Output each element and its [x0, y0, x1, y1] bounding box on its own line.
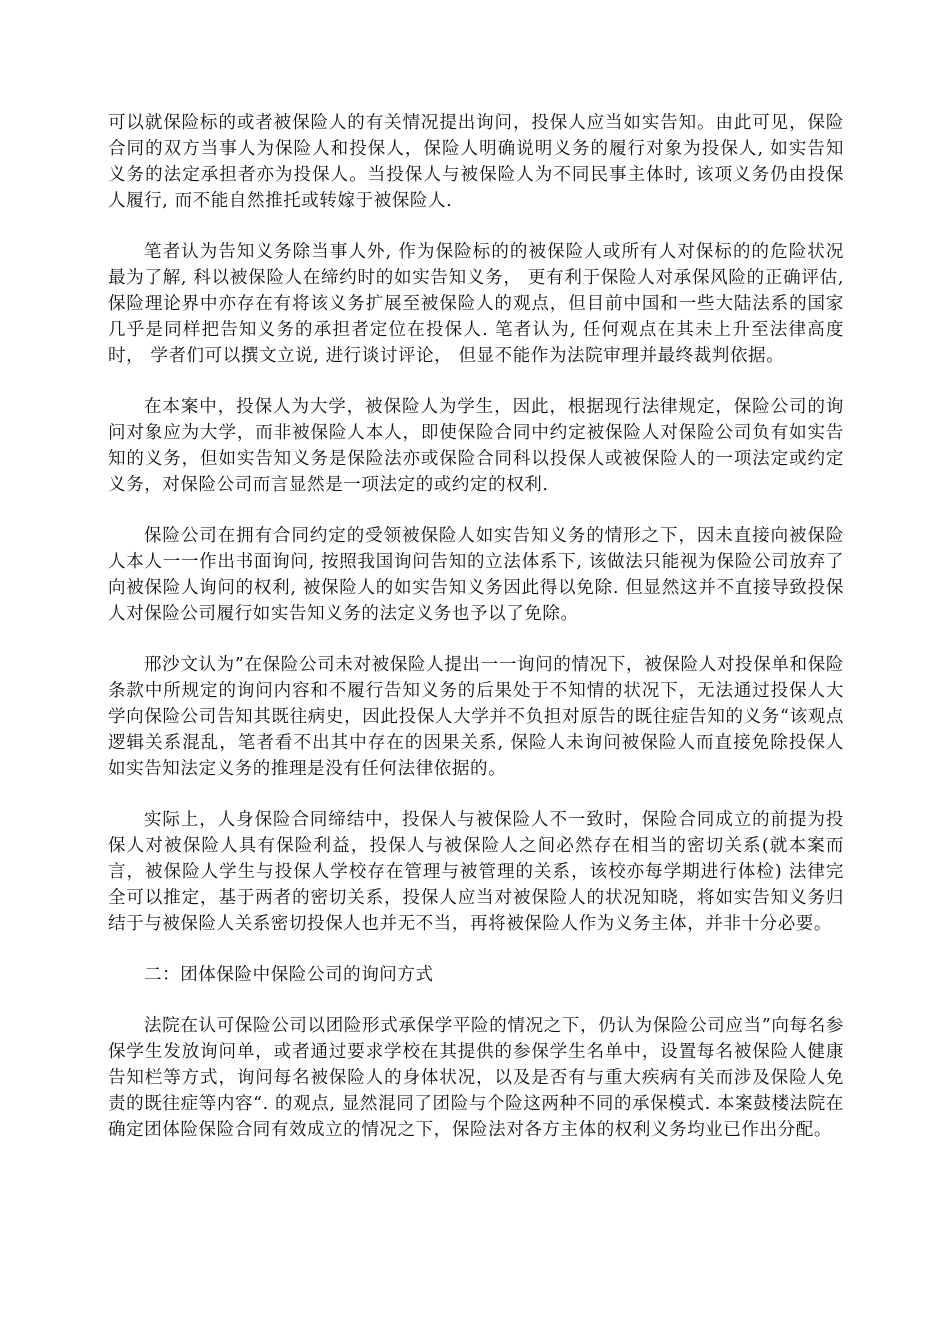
paragraph-5: 邢沙文认为”在保险公司未对被保险人提出一一询问的情况下，被保险人对投保单和保险条款中所规定的询问内容和不履行告知义务的后果处于不知情的状况下，无法通过投保人大学向保险公司告知其既往病史，因此投保人大学并不负担对原告的既往症告知的义务“该观点逻辑关系混乱，笔者看不出其中存在的因果关系, 保险人未询问被保险人而直接免除投保人如实告知法定义务的推理是没有任何法律依据的。 [108, 655, 844, 779]
paragraph-7: 法院在认可保险公司以团险形式承保学平险的情况之下，仍认为保险公司应当”向每名参保学生发放询问单，或者通过要求学校在其提供的参保学生名单中，设置每名被保险人健康告知栏等方式，询问每名被保险人的身体状况，以及是否有与重大疾病有关而涉及保险人免责的既往症等内容“. 的观点, 显然混同了团险与个险这两种不同的承保模式. 本案鼓楼法院在确定团体险保险合同有效成立的情况之下，保险法对各方主体的权利义务均业已作出分配。 [108, 1016, 844, 1140]
section-heading: 二：团体保险中保险公司的询问方式 [144, 965, 434, 985]
paragraph-2: 笔者认为告知义务除当事人外, 作为保险标的的被保险人或所有人对保标的的危险状况最为了解, 科以被保险人在缔约时的如实告知义务， 更有利于保险人对承保风险的正确评估, 保险理论界中亦存在有将该义务扩展至被保险人的观点，但目前中国和一些大陆法系的国家几乎是同样把告知义务的承担者定位在投保人. 笔者认为, 任何观点在其未上升至法律高度时， 学者们可以撰文立说, 进行谈讨评论， 但显不能作为法院审理并最终裁判依据。 [108, 242, 844, 366]
paragraph-4: 保险公司在拥有合同约定的受领被保险人如实告知义务的情形之下，因未直接向被保险人本人一一作出书面询问, 按照我国询问告知的立法体系下, 该做法只能视为保险公司放弃了向被保险人询问的权利, 被保险人的如实告知义务因此得以免除. 但显然这并不直接导致投保人对保险公司履行如实告知义务的法定义务也予以了免除。 [108, 526, 844, 624]
paragraph-6: 实际上，人身保险合同缔结中，投保人与被保险人不一致时，保险合同成立的前提为投保人对被保险人具有保险利益，投保人与被保险人之间必然存在相当的密切关系(就本案而言，被保险人学生与投保人学校存在管理与被管理的关系，该校亦每学期进行体检) 法律完全可以推定，基于两者的密切关系，投保人应当对被保险人的状况知晓，将如实告知义务归结于与被保险人关系密切投保人也并无不当，再将被保险人作为义务主体，并非十分必要。 [108, 810, 844, 934]
paragraph-3: 在本案中，投保人为大学，被保险人为学生，因此，根据现行法律规定，保险公司的询问对象应为大学，而非被保险人本人，即使保险合同中约定被保险人对保险公司负有如实告知的义务，但如实告知义务是保险法亦或保险合同科以投保人或被保险人的一项法定或约定义务，对保险公司而言显然是一项法定的或约定的权利. [108, 397, 844, 495]
document-page [108, 110, 844, 1168]
paragraph-1: 可以就保险标的或者被保险人的有关情况提出询问，投保人应当如实告知。由此可见，保险合同的双方当事人为保险人和投保人，保险人明确说明义务的履行对象为投保人, 如实告知义务的法定承担者亦为投保人。当投保人与被保险人为不同民事主体时, 该项义务仍由投保人履行, 而不能自然推托或转嫁于被保险人. [108, 113, 844, 211]
